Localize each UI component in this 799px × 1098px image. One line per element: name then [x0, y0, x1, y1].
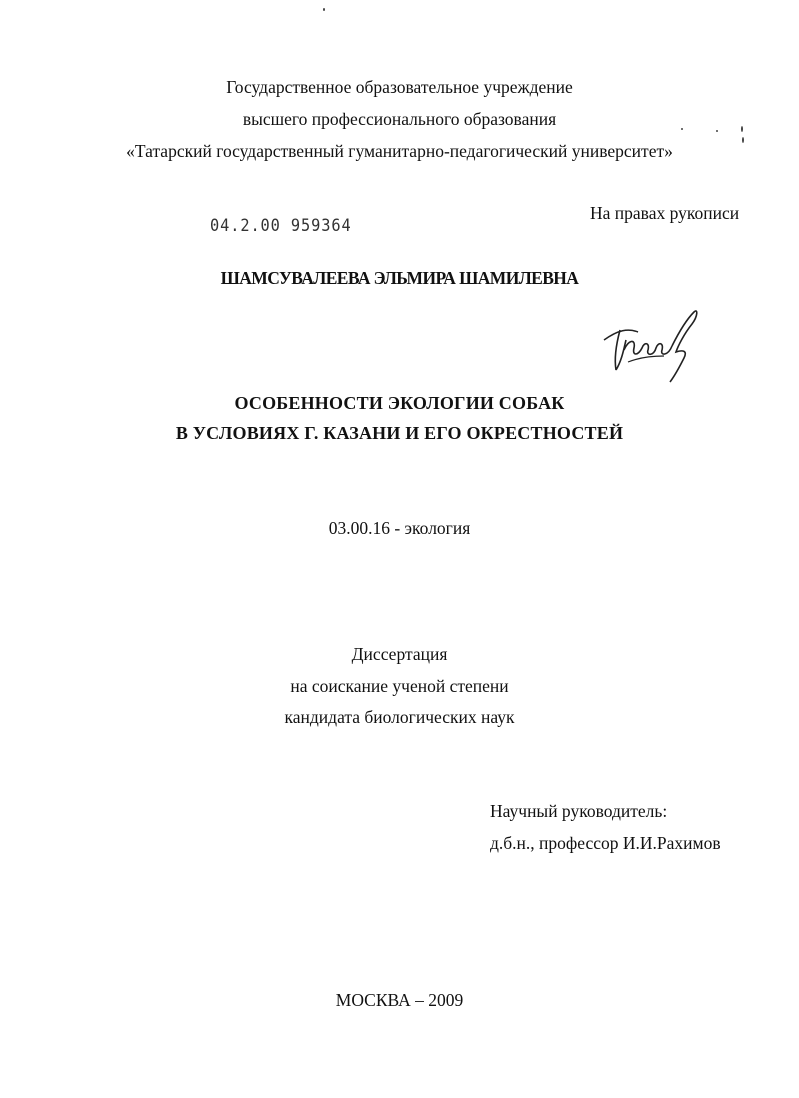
degree-line-2: на соискание ученой степени	[290, 676, 509, 696]
dissertation-title-line-1: ОСОБЕННОСТИ ЭКОЛОГИИ СОБАК	[234, 393, 565, 413]
institution-line-3: «Татарский государственный гуманитарно-педагогический университет»	[126, 141, 673, 161]
degree-line-3: кандидата биологических наук	[284, 707, 515, 727]
scan-speck	[323, 8, 325, 11]
city-year: МОСКВА – 2009	[335, 990, 464, 1010]
institution-line-2: высшего профессионального образования	[242, 109, 557, 129]
library-stamp-number: 04.2.00 959364	[210, 216, 352, 236]
supervisor-label: Научный руководитель:	[490, 801, 668, 821]
institution-line-1: Государственное образовательное учреждение	[226, 77, 573, 97]
author-name: ШАМСУВАЛЕЕВА ЭЛЬМИРА ШАМИЛЕВНА	[220, 268, 579, 288]
manuscript-rights: На правах рукописи	[590, 203, 740, 223]
scan-speck	[716, 130, 718, 132]
supervisor-name: д.б.н., профессор И.И.Рахимов	[490, 833, 721, 853]
specialty-code: 03.00.16 - экология	[328, 518, 471, 538]
degree-line-1: Диссертация	[351, 644, 448, 664]
dissertation-title-line-2: В УСЛОВИЯХ Г. КАЗАНИ И ЕГО ОКРЕСТНОСТЕЙ	[175, 423, 624, 443]
signature-image	[598, 300, 708, 386]
